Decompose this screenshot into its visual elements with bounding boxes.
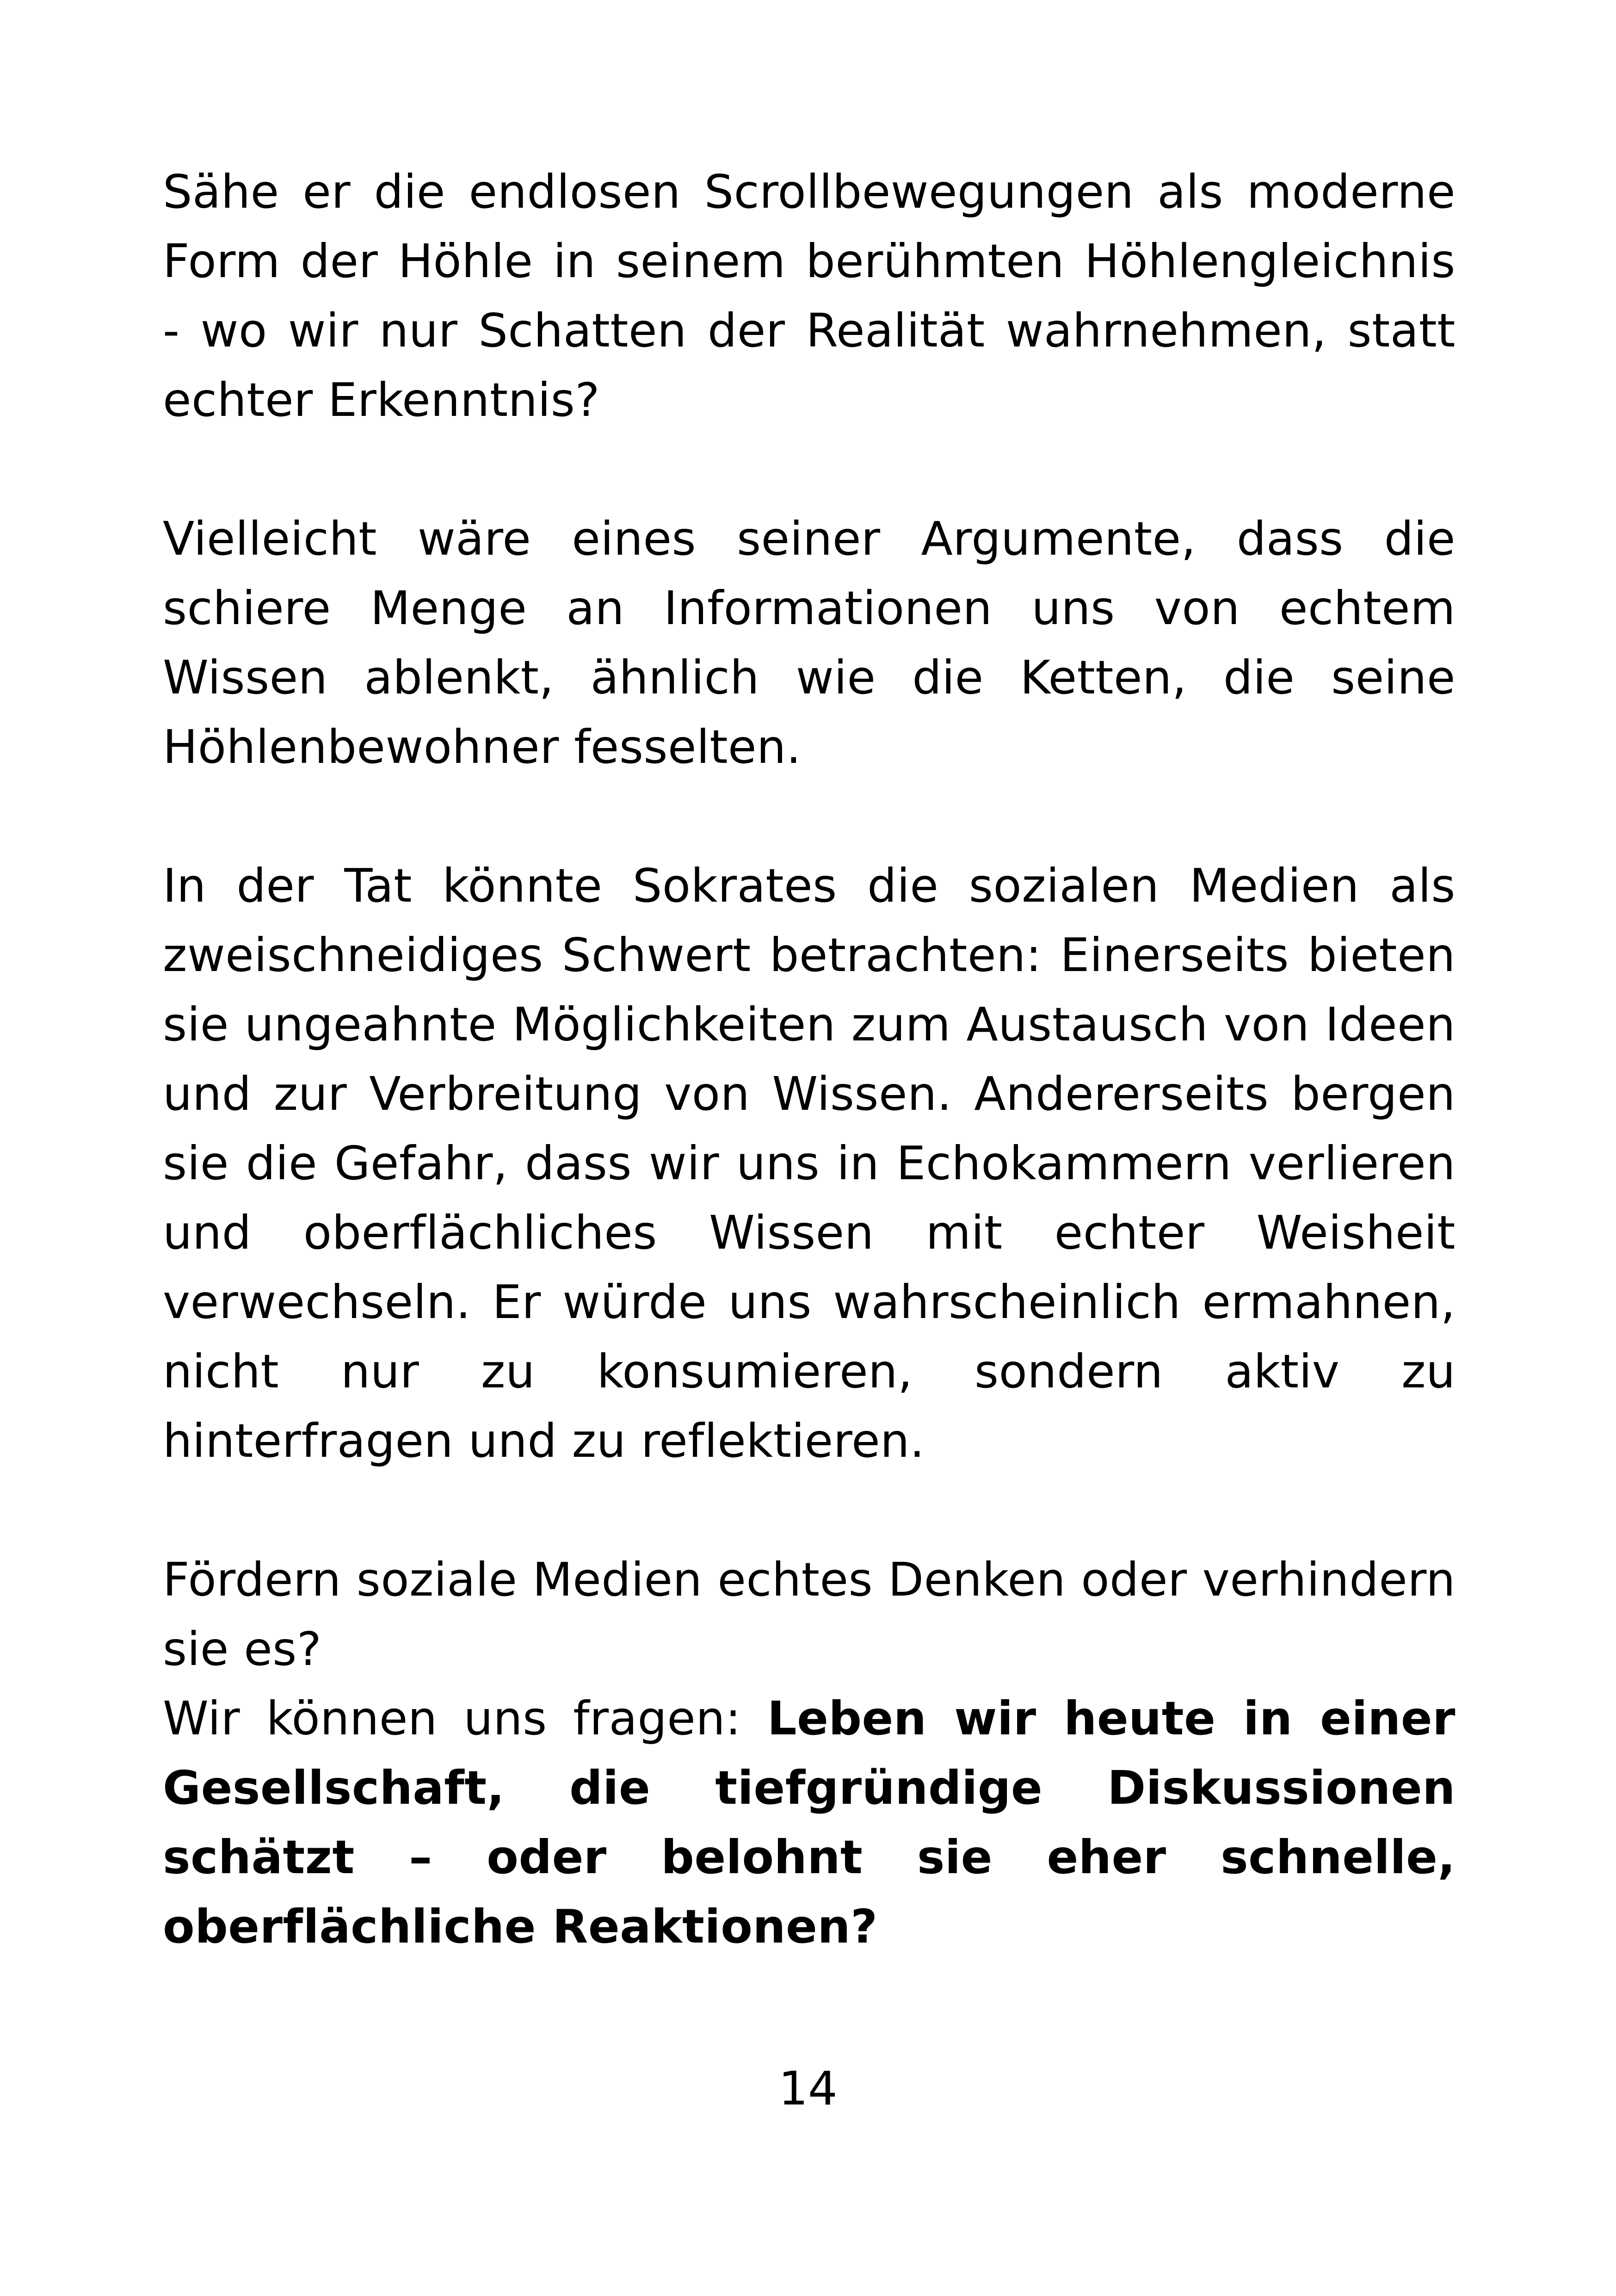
paragraph-reflection — [163, 1684, 1456, 1962]
reflection-intro: Wir können uns fragen: — [163, 1691, 767, 1745]
body-text — [163, 157, 1456, 1962]
paragraph-cave-allegory: Sähe er die endlosen Scrollbewegungen als moderne Form der Höhle in seinem berühmten Höhlengleichnis - wo wir nur Schatten der Realität wahrnehmen, statt echter Erkenntnis? — [163, 165, 1456, 427]
page-number: 14 — [778, 2061, 838, 2116]
paragraph-information-chains: Vielleicht wäre eines seiner Argumente, dass die schiere Menge an Informationen uns von echtem Wissen ablenkt, ähnlich wie die Ketten, die seine Höhlenbewohner fesselten. — [163, 512, 1456, 774]
reflection-bold-question: Leben wir heute in einer Gesellschaft, die tiefgründige Diskussionen schätzt – oder belohnt sie eher schnelle, oberflächliche Reaktionen? — [163, 1691, 1456, 1954]
paragraph-double-edged-sword: In der Tat könnte Sokrates die sozialen Medien als zweischneidiges Schwert betrachten: Einerseits bieten sie ungeahnte Möglichkeiten zum Austausch von Ideen und zur Verbreitung von Wissen. Andererseits bergen sie die Gefahr, dass wir uns in Echokammern verlieren und oberflächliches Wissen mit echter Weisheit verwechseln. Er würde uns wahrscheinlich ermahnen, nicht nur zu konsumieren, sondern aktiv zu hinterfragen und zu reflektieren. — [163, 859, 1456, 1468]
paragraph-question: Fördern soziale Medien echtes Denken oder verhindern sie es? — [163, 1553, 1456, 1676]
